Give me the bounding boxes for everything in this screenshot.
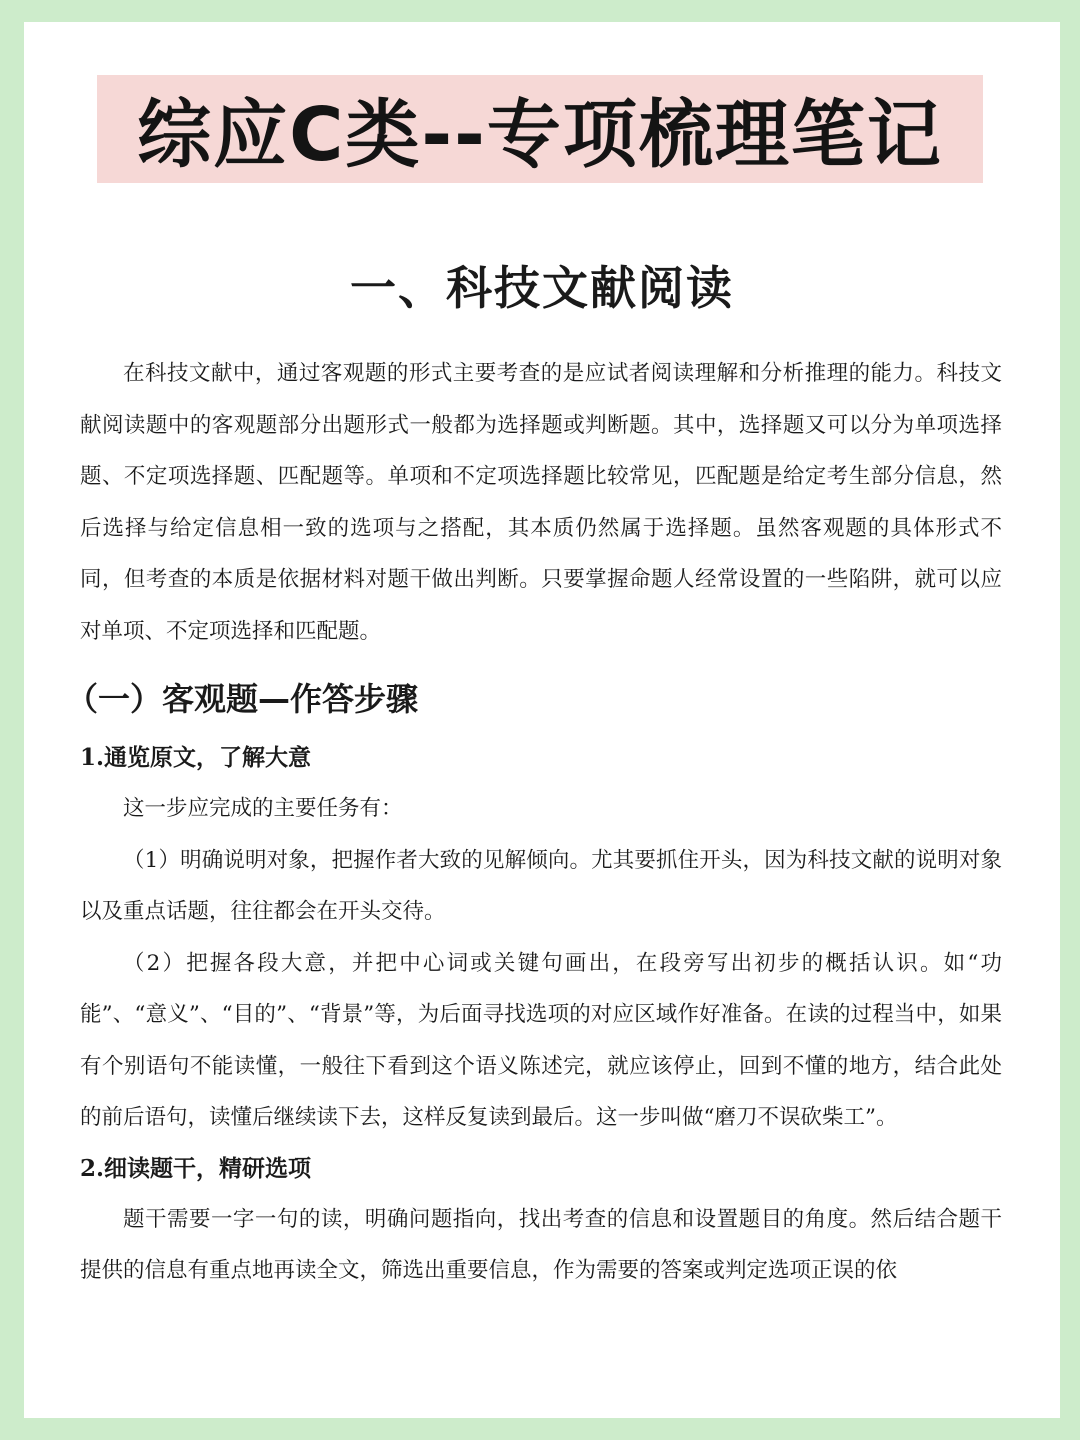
step-1-lead: 这一步应完成的主要任务有： (123, 796, 403, 821)
intro-paragraph: 在科技文献中，通过客观题的形式主要考查的是应试者阅读理解和分析推理的能力。科技文献阅读题中的客观题部分出题形式一般都为选择题或判断题。其中，选择题又可以分为单项选择题、不定项选择题、匹配题等。单项和不定项选择题比较常见，匹配题是给定考生部分信息，然后选择与给定信息相一致的选项与之搭配，其本质仍然属于选择题。虽然客观题的具体形式不同，但考查的本质是依据材料对题干做出判断。只要掌握命题人经常设置的一些陷阱，就可以应对单项、不定项选择和匹配题。 (80, 361, 1002, 644)
document-page (24, 22, 1060, 1418)
document-content (66, 348, 1002, 1297)
section-title: 一、科技文献阅读 (350, 261, 734, 315)
step-1-item-2: （2）把握各段大意，并把中心词或关键句画出，在段旁写出初步的概括认识。如“功能”、“意义”、“目的”、“背景”等，为后面寻找选项的对应区域作好准备。在读的过程当中，如果有个别语句不能读懂，一般往下看到这个语义陈述完，就应该停止，回到不懂的地方，结合此处的前后语句，读懂后继续读下去，这样反复读到最后。这一步叫做“磨刀不误砍柴工”。 (80, 950, 1002, 1130)
step-2-body: 题干需要一字一句的读，明确问题指向，找出考查的信息和设置题目的角度。然后结合题干提供的信息有重点地再读全文，筛选出重要信息，作为需要的答案或判定选项正误的依 (80, 1206, 1002, 1283)
step-1-title: 1.通览原文，了解大意 (80, 744, 312, 771)
title-banner (97, 75, 983, 183)
step-1-item-1: （1）明确说明对象，把握作者大致的见解倾向。尤其要抓住开头，因为科技文献的说明对象以及重点话题，往往都会在开头交待。 (80, 847, 1002, 924)
step-2-title: 2.细读题干，精研选项 (80, 1154, 312, 1182)
banner-title: 综应C类--专项梳理笔记 (137, 92, 943, 178)
subsection-title: （一）客观题—作答步骤 (66, 680, 419, 718)
